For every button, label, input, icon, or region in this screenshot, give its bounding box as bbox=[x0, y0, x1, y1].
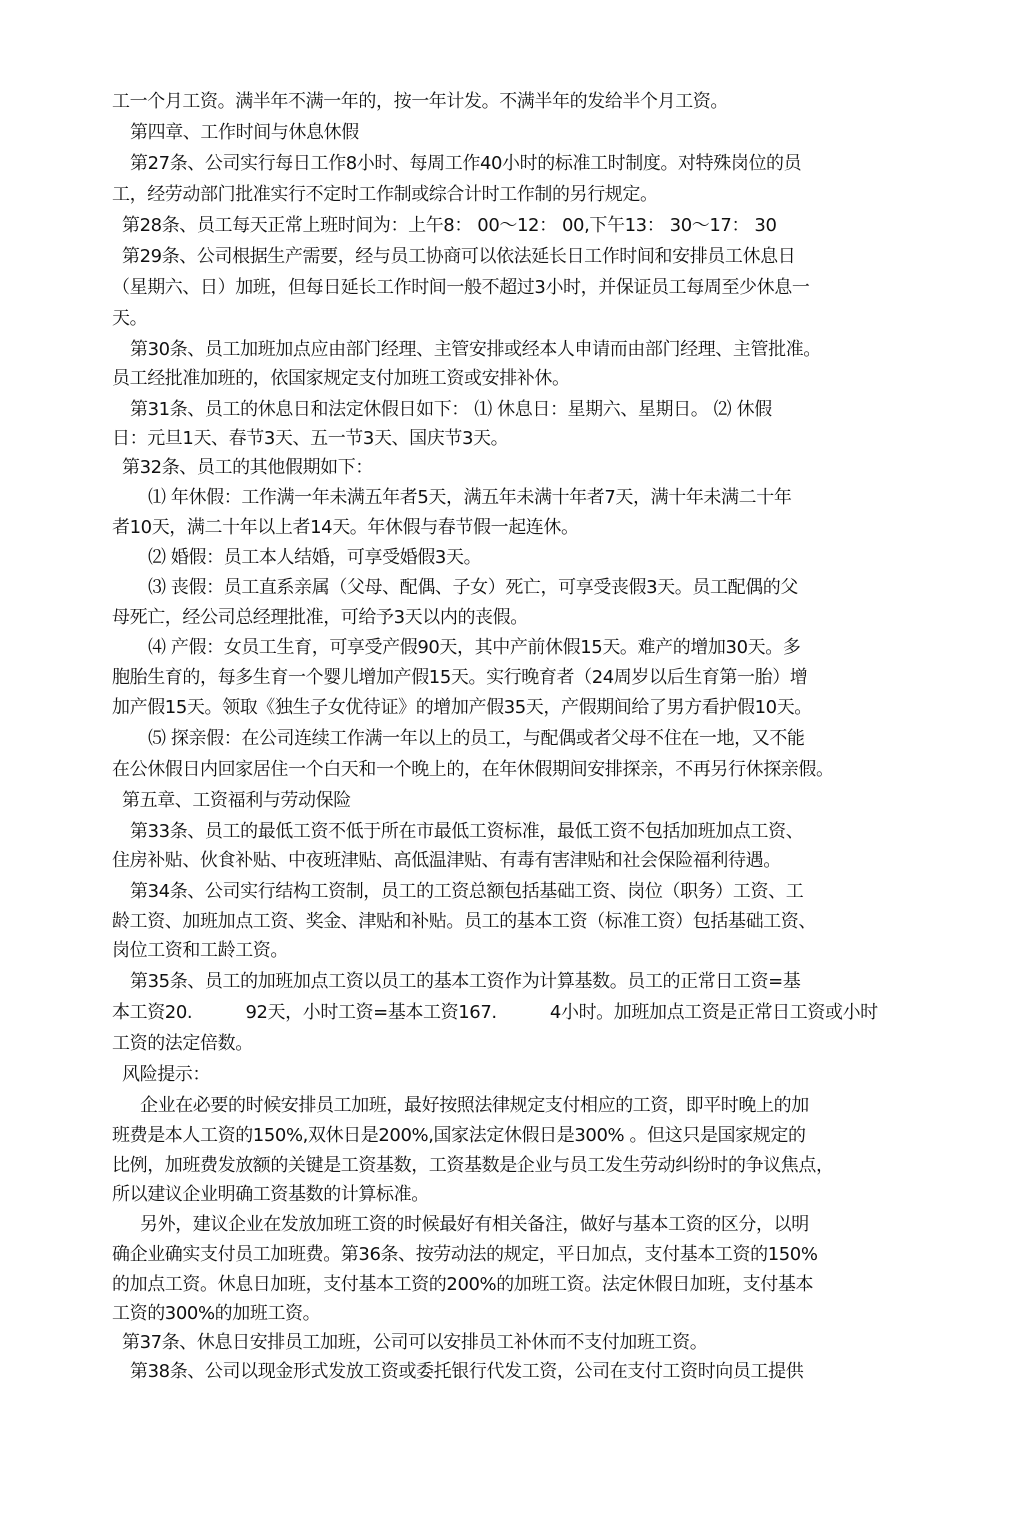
text-line: ⑸ 探亲假：在公司连续工作满一年以上的员工，与配偶或者父母不住在一地，又不能 bbox=[148, 728, 805, 749]
text-line: 者10天，满二十年以上者14天。年休假与春节假一起连休。 bbox=[112, 517, 579, 538]
chapter-heading: 第四章、工作时间与休息休假 bbox=[130, 122, 359, 143]
text-line: 第35条、员工的加班加点工资以员工的基本工资作为计算基数。员工的正常日工资=基 bbox=[130, 971, 801, 992]
text-line: 比例，加班费发放额的关键是工资基数，工资基数是企业与员工发生劳动纠纷时的争议焦点， bbox=[112, 1155, 834, 1176]
text-line: 工资的300%的加班工资。 bbox=[112, 1303, 321, 1324]
text-line: 岗位工资和工龄工资。 bbox=[112, 940, 288, 961]
text-line: ⑷ 产假：女员工生育，可享受产假90天，其中产前休假15天。难产的增加30天。多 bbox=[148, 637, 801, 658]
text-line: 日：元旦1天、春节3天、五一节3天、国庆节3天。 bbox=[112, 428, 509, 449]
text-line: 第29条、公司根据生产需要，经与员工协商可以依法延长日工作时间和安排员工休息日 bbox=[122, 246, 796, 267]
text-line: 天。 bbox=[112, 308, 148, 329]
section-heading: 风险提示： bbox=[122, 1064, 210, 1085]
text-line: 工资的法定倍数。 bbox=[112, 1033, 253, 1054]
chapter-heading: 第五章、工资福利与劳动保险 bbox=[122, 790, 351, 811]
text-line: 所以建议企业明确工资基数的计算标准。 bbox=[112, 1184, 429, 1205]
text-line: 第34条、公司实行结构工资制，员工的工资总额包括基础工资、岗位（职务）工资、工 bbox=[130, 881, 804, 902]
text-line: 第27条、公司实行每日工作8小时、每周工作40小时的标准工时制度。对特殊岗位的员 bbox=[130, 153, 802, 174]
text-line: 第31条、员工的休息日和法定休假日如下： ⑴ 休息日：星期六、星期日。 ⑵ 休假 bbox=[130, 399, 772, 420]
text-line: 本工资20. 92天，小时工资=基本工资167. 4小时。加班加点工资是正常日工资或小时 bbox=[112, 1002, 878, 1023]
text-line: 第38条、公司以现金形式发放工资或委托银行代发工资，公司在支付工资时向员工提供 bbox=[130, 1361, 804, 1382]
text-line: 第32条、员工的其他假期如下： bbox=[122, 457, 373, 478]
text-line: 加产假15天。领取《独生子女优待证》的增加产假35天，产假期间给了男方看护假10天。 bbox=[112, 697, 812, 718]
text-line: （星期六、日）加班，但每日延长工作时间一般不超过3小时，并保证员工每周至少休息一 bbox=[112, 277, 810, 298]
text-line: 工，经劳动部门批准实行不定时工作制或综合计时工作制的另行规定。 bbox=[112, 184, 658, 205]
text-line: 员工经批准加班的，依国家规定支付加班工资或安排补休。 bbox=[112, 368, 570, 389]
text-line: 第37条、休息日安排员工加班，公司可以安排员工补休而不支付加班工资。 bbox=[122, 1332, 708, 1353]
text-line: 确企业确实支付员工加班费。第36条、按劳动法的规定，平日加点，支付基本工资的150% bbox=[112, 1244, 818, 1265]
text-line: 第33条、员工的最低工资不低于所在市最低工资标准，最低工资不包括加班加点工资、 bbox=[130, 821, 804, 842]
text-line: 在公休假日内回家居住一个白天和一个晚上的，在年休假期间安排探亲，不再另行休探亲假。 bbox=[112, 759, 834, 780]
text-line: 母死亡，经公司总经理批准，可给予3天以内的丧假。 bbox=[112, 607, 528, 628]
text-line: ⑴ 年休假：工作满一年未满五年者5天，满五年未满十年者7天，满十年未满二十年 bbox=[148, 487, 792, 508]
text-line: 另外，建议企业在发放加班工资的时候最好有相关备注，做好与基本工资的区分，以明 bbox=[140, 1214, 809, 1235]
text-line: 胞胎生育的，每多生育一个婴儿增加产假15天。实行晚育者（24周岁以后生育第一胎）增 bbox=[112, 667, 808, 688]
text-line: 班费是本人工资的150%,双休日是200%,国家法定休假日是300% 。但这只是国家规定的 bbox=[112, 1125, 806, 1146]
text-line: 龄工资、加班加点工资、奖金、津贴和补贴。员工的基本工资（标准工资）包括基础工资、 bbox=[112, 911, 816, 932]
text-line: 工一个月工资。满半年不满一年的，按一年计发。不满半年的发给半个月工资。 bbox=[112, 91, 728, 112]
text-line: 第30条、员工加班加点应由部门经理、主管安排或经本人申请而由部门经理、主管批准。 bbox=[130, 339, 821, 360]
text-line: 住房补贴、伙食补贴、中夜班津贴、高低温津贴、有毒有害津贴和社会保险福利待遇。 bbox=[112, 850, 781, 871]
text-line: 的加点工资。休息日加班，支付基本工资的200%的加班工资。法定休假日加班，支付基本 bbox=[112, 1274, 814, 1295]
text-line: ⑵ 婚假：员工本人结婚，可享受婚假3天。 bbox=[148, 547, 482, 568]
text-line: ⑶ 丧假：员工直系亲属（父母、配偶、子女）死亡，可享受丧假3天。员工配偶的父 bbox=[148, 577, 798, 598]
text-line: 第28条、员工每天正常上班时间为：上午8： 00～12： 00,下午13： 30～17： 30 bbox=[122, 215, 777, 236]
text-line: 企业在必要的时候安排员工加班，最好按照法律规定支付相应的工资，即平时晚上的加 bbox=[140, 1095, 809, 1116]
